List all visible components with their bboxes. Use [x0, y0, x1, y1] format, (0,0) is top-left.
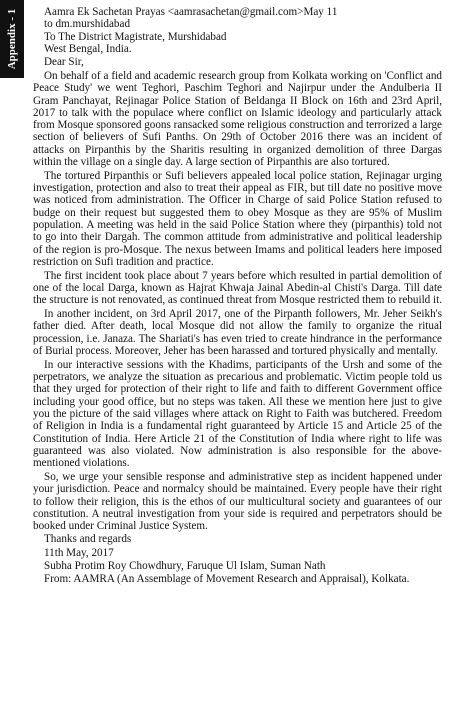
addressee-location: West Bengal, India. [44, 42, 132, 55]
paragraph-burial-incident: In another incident, on 3rd April 2017, one of the Pirpanth followers, Mr. Jeher Seikh's father died. After death, local Mosque did not allow the family to organize the ritual procession, i.e. Janaza. The Shariati's has even tried to create hindrance in the performance of Burial process. Moreover, Jeher has been harassed and tortured physically and mentally. [33, 308, 442, 358]
paragraph-visit: On behalf of a field and academic research group from Kolkata working on 'Conflict and Peace Study' we went Teghori, Paschim Teghori and Najirpur under the Andulberia II Gram Panchayat, Rejinagar Police Station of Beldanga II Block on 16th and 23rd April, 2017 to talk with the populace where conflict on Islamic ideology and particularly attack from Mosque sponsored goons ransacked some religious construction and terrorized a large section of believers of Sufi Panths. On 29th of October 2016 there was an incident of attacks on Pirpanthis by the Sharitis resulting in organized demolition of three Dargas within the village on a single day. A large section of Pirpanthis are also tortured. [33, 69, 442, 169]
salutation: Dear Sir, [44, 56, 84, 69]
appendix-side-tab [0, 0, 24, 78]
paragraph-request: So, we urge your sensible response and administrative step as incident happened under your jurisdiction. Peace and normalcy should be maintained. Every people have their right to follow their religion, this is the ethos of our multicultural society and guarantees of our constitution. A neutral investigation from your side is required and perpetrators should be booked under Criminal Justice System. [33, 470, 442, 533]
paragraph-analysis: In our interactive sessions with the Khadims, participants of the Ursh and some of the perpetrators, we analyze the situation as precarious and problematic. Victim people told us that they urged for protection of their right to life and faith to different Government office including your good office, but no steps was taken. All these we mention here just to give you the picture of the said villages where attack on Right to Faith was butchered. Freedom of Religion in India is a fundamental right guaranteed by Article 15 and Article 25 of the Constitution of India. Here Article 21 of the Constitution of India where right to life was guaranteed was also violated. Now administration is also responsible for the above-mentioned violations. [33, 358, 442, 470]
closing-from: From: AAMRA (An Assemblage of Movement Research and Appraisal), Kolkata. [44, 573, 410, 586]
closing-date: 11th May, 2017 [44, 546, 114, 559]
paragraph-first-incident: The first incident took place about 7 years before which resulted in partial demolition of one of the local Darga, known as Hajrat Khwaja Jainal Abedin-al Chisti's Darga. Till date the structure is not renovated, as continued threat from Mosque restricted them to rebuild it. [33, 269, 442, 307]
closing-thanks: Thanks and regards [44, 533, 132, 546]
appendix-label: Appendix - 1 [6, 8, 18, 70]
paragraph-police-appeal: The tortured Pirpanthis or Sufi believers appealed local police station, Rejinagar urging investigation, protection and also to treat their appeal as FIR, but till date no positive move was noticed from administration. The Officer in Charge of said Police Station refused to budge on their request but suggested them to obey Mosque as they are 95% of Muslim population. A meeting was held in the said Police Station where they (pirpanthis) told not to go into their Dargah. The common attitude from administrative and political leadership of the region is pro-Mosque. The nexus between Imams and political leaders here imposed restriction on Sufi tradition and practice. [33, 169, 442, 268]
email-header-from: Aamra Ek Sachetan Prayas <aamrasachetan@gmail.com>May 11 [44, 6, 338, 18]
email-header-to: to dm.murshidabad [44, 18, 131, 31]
addressee-line: To The District Magistrate, Murshidabad [44, 30, 227, 43]
letter-body [33, 6, 442, 586]
closing-signatories: Subha Protim Roy Chowdhury, Faruque Ul Islam, Suman Nath [44, 560, 326, 573]
